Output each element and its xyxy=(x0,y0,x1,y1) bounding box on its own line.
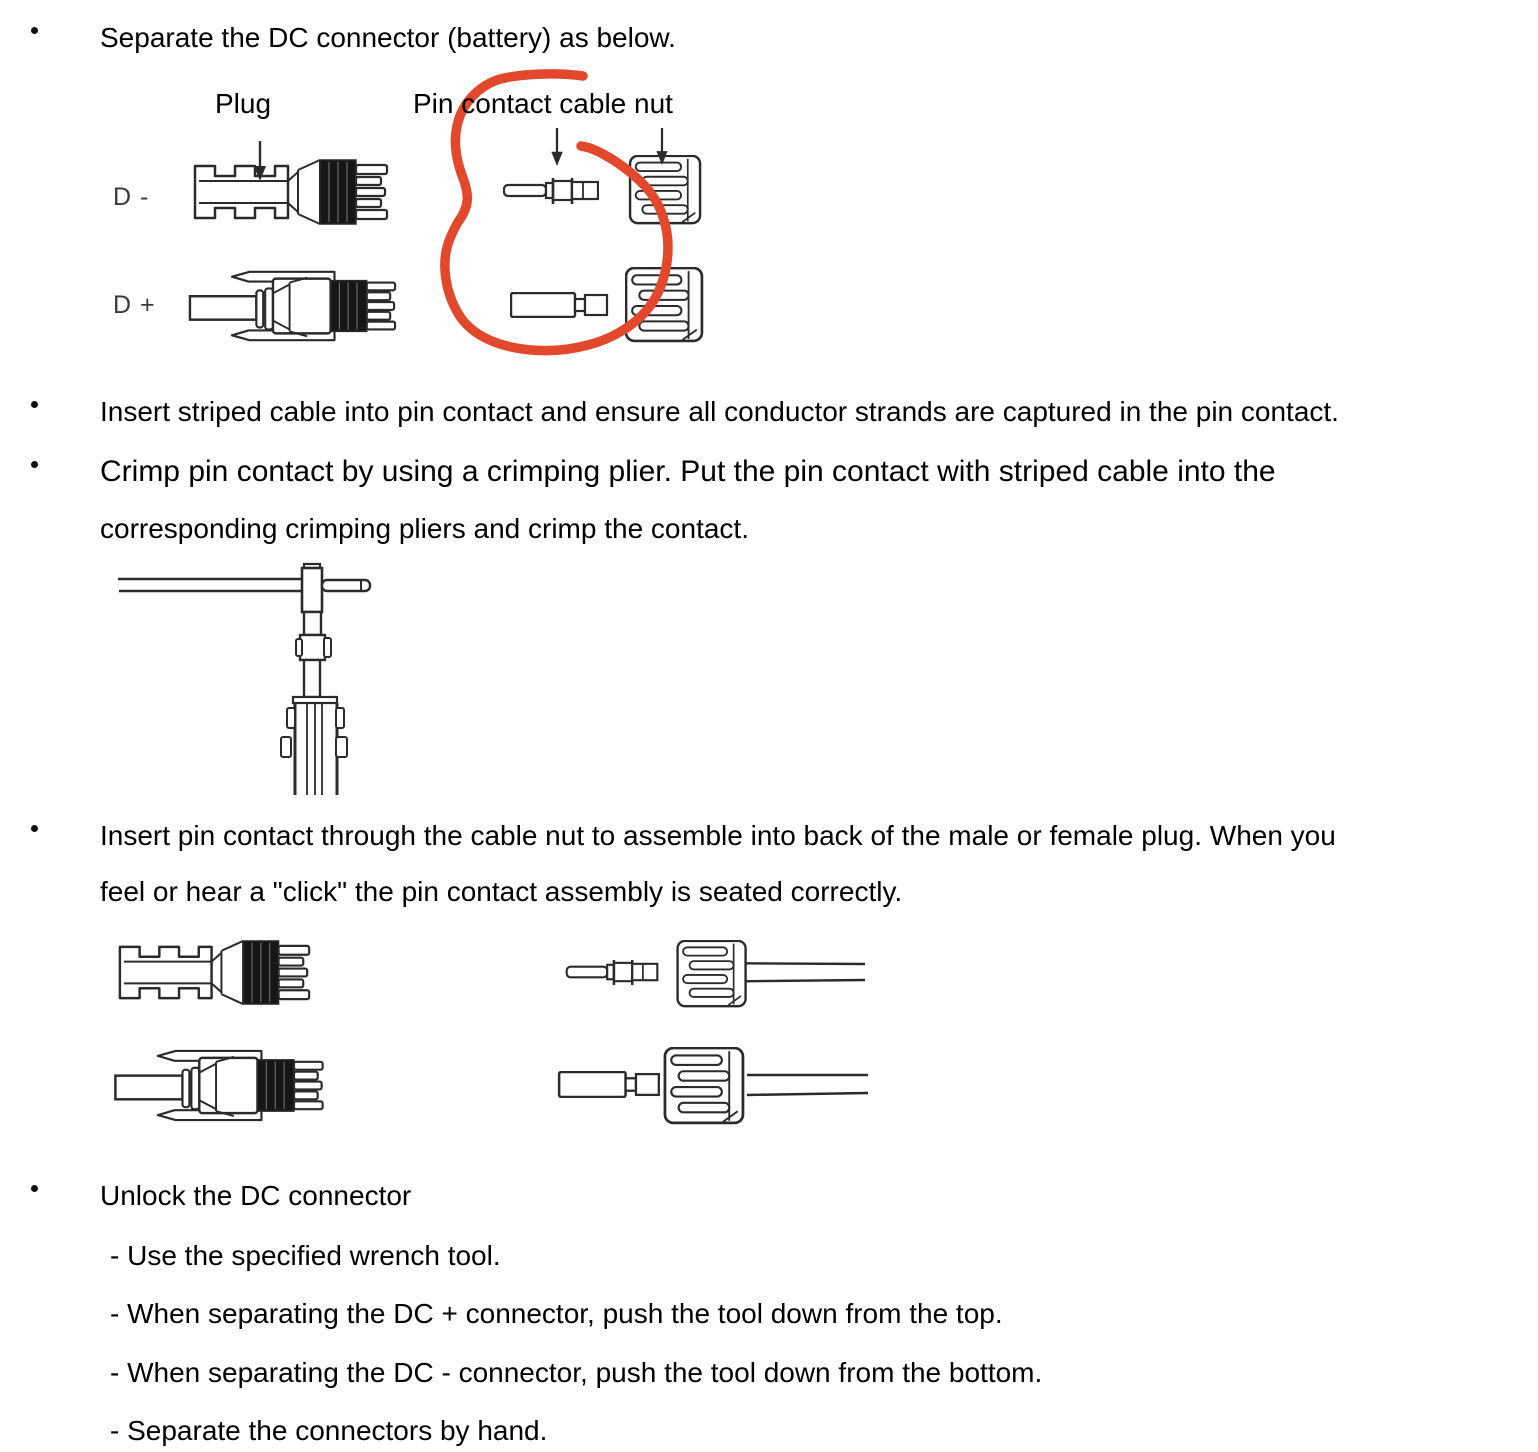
d-plus-label: D + xyxy=(113,291,156,319)
step-crimp-text-line1: Crimp pin contact by using a crimping plier. Put the pin contact with striped cable into the xyxy=(100,455,1276,488)
plug-label: Plug xyxy=(215,88,272,119)
step-unlock-text: Unlock the DC connector xyxy=(100,1180,412,1211)
figure-crimping-plier xyxy=(118,564,370,795)
bullet-dot xyxy=(31,1185,38,1192)
step-insert-pin-text-line1: Insert pin contact through the cable nut to assemble into back of the male or female plug. When you xyxy=(100,820,1336,851)
bullet-dot xyxy=(31,825,38,832)
bullet-dot xyxy=(31,27,38,34)
unlock-item-separate-hand: - Separate the connectors by hand. xyxy=(110,1415,548,1446)
arrow-to-plug xyxy=(254,141,266,181)
cable-nut-bottom-drawing xyxy=(626,268,702,341)
step-insert-pin-text-line2: feel or hear a "click" the pin contact assembly is seated correctly. xyxy=(100,876,903,907)
pin-contact-male-drawing xyxy=(504,178,598,204)
bullet-dot xyxy=(31,401,38,408)
arrow-to-cable-nut xyxy=(656,128,667,165)
pin-on-cable-top-drawing xyxy=(567,960,658,985)
nut-on-cable-top-drawing xyxy=(678,941,746,1006)
step-separate-text: Separate the DC connector (battery) as below. xyxy=(100,22,676,53)
cable-nut-top-drawing xyxy=(630,156,700,223)
pin-on-cable-bottom-drawing xyxy=(559,1072,659,1097)
unlock-item-dc-plus: - When separating the DC + connector, push the tool down from the top. xyxy=(110,1298,1003,1329)
d-minus-plug-drawing xyxy=(195,160,387,224)
step-crimp-text-line2: corresponding crimping pliers and crimp the contact. xyxy=(100,513,749,544)
pin-contact-female-drawing xyxy=(511,293,607,317)
step-insert-cable-text: Insert striped cable into pin contact and ensure all conductor strands are captured in the pin contact. xyxy=(100,396,1339,427)
assembled-female-plug-drawing xyxy=(115,1051,322,1120)
unlock-item-dc-minus: - When separating the DC - connector, push the tool down from the bottom. xyxy=(110,1357,1043,1388)
arrow-to-pin-contact xyxy=(551,128,562,166)
figure-dc-connector-parts xyxy=(190,128,702,341)
figure-assembly xyxy=(115,941,868,1123)
d-minus-label: D - xyxy=(113,183,150,211)
pin-contact-cable-nut-label: Pin contact cable nut xyxy=(413,88,673,119)
nut-on-cable-bottom-drawing xyxy=(665,1048,743,1123)
assembled-male-plug-drawing xyxy=(120,941,309,1004)
unlock-item-wrench: - Use the specified wrench tool. xyxy=(110,1240,501,1271)
bullet-dot xyxy=(31,461,38,468)
d-plus-plug-drawing xyxy=(190,272,395,340)
